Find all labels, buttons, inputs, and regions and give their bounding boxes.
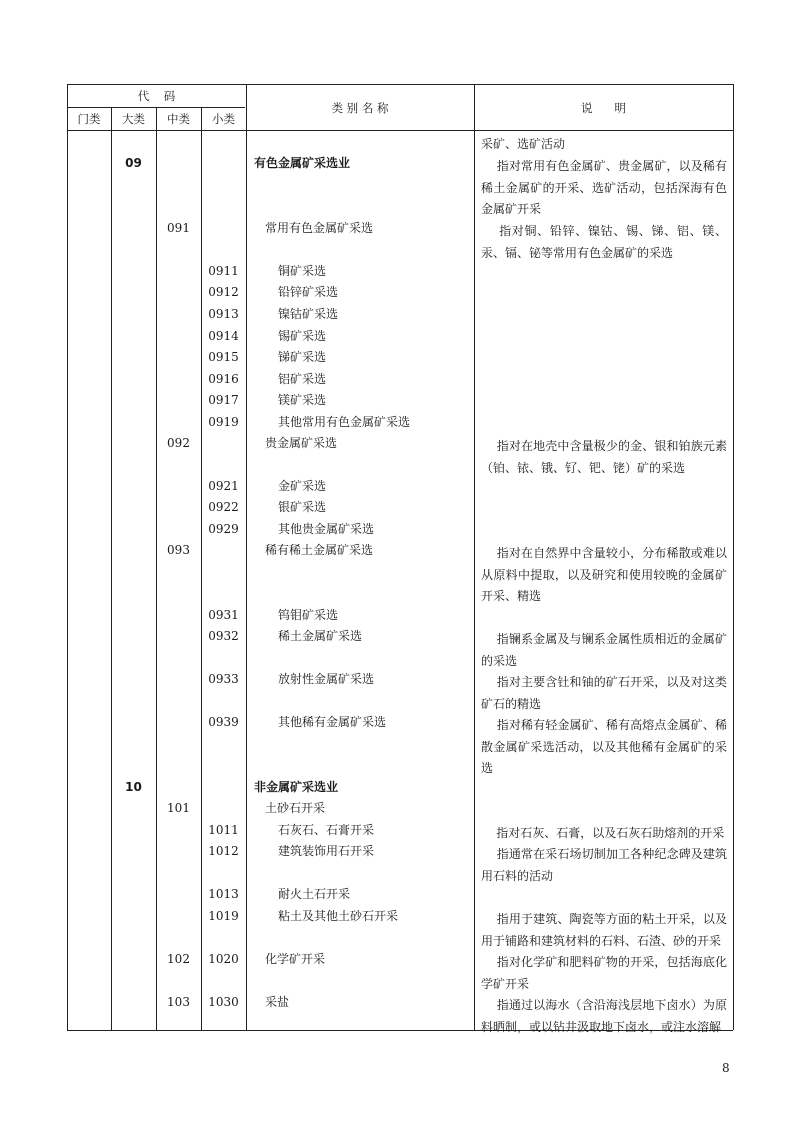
- category-name: 非金属矿采选业: [254, 780, 339, 794]
- code-minor: 0914: [208, 329, 239, 343]
- code-minor: 0917: [208, 393, 239, 407]
- code-minor: 1012: [208, 844, 239, 858]
- header-code-group: 代 码: [137, 89, 176, 103]
- category-name: 石灰石、石膏开采: [278, 823, 375, 837]
- code-minor: 0913: [208, 307, 239, 321]
- col-divider-major: [111, 107, 112, 1030]
- category-note: 指用于建筑、陶瓷等方面的粘土开采，以及用于铺路和建筑材料的石料、石渣、砂的开采: [481, 912, 727, 948]
- category-note: 采矿、选矿活动: [481, 137, 566, 151]
- code-middle: 093: [167, 543, 190, 557]
- category-name: 建筑装饰用石开采: [278, 844, 375, 858]
- category-name: 铅锌矿采选: [278, 285, 339, 299]
- table-left-border: [67, 84, 68, 1030]
- header-col-minor: 小类: [212, 112, 235, 126]
- category-name: 采盐: [265, 995, 290, 1009]
- category-name: 粘土及其他土砂石开采: [278, 909, 399, 923]
- category-name: 钨钼矿采选: [278, 608, 339, 622]
- col-divider-name: [246, 84, 247, 1030]
- code-minor: 0916: [208, 372, 239, 386]
- code-minor: 1013: [208, 887, 239, 901]
- category-name: 有色金属矿采选业: [254, 156, 351, 170]
- code-major: 09: [125, 156, 142, 170]
- category-note: 指对铜、铅锌、镍钴、锡、锑、铝、镁、汞、镉、铋等常用有色金属矿的采选: [481, 224, 727, 260]
- code-minor: 1011: [208, 823, 239, 837]
- header-bottom-border: [67, 130, 733, 131]
- code-minor: 0933: [208, 672, 239, 686]
- code-minor: 1019: [208, 909, 239, 923]
- table-right-border: [733, 84, 734, 1030]
- category-name: 其他稀有金属矿采选: [278, 715, 387, 729]
- category-name: 土砂石开采: [265, 801, 326, 815]
- code-minor: 0919: [208, 415, 239, 429]
- code-major: 10: [125, 780, 142, 794]
- header-col-door: 门类: [77, 112, 101, 126]
- header-col-name: 类 别 名 称: [331, 101, 389, 115]
- category-note: 指通过以海水（含沿海浅层地下卤水）为原料晒制，或以钻井汲取地下卤水，或注水溶解: [481, 998, 727, 1034]
- header-col-middle: 中类: [167, 112, 190, 126]
- table-top-border: [67, 84, 733, 85]
- category-name: 镍钴矿采选: [278, 307, 339, 321]
- category-note: 指对在自然界中含量较小，分布稀散或难以从原料中提取，以及研究和使用较晚的金属矿开采、精选: [481, 546, 727, 603]
- code-minor: 1020: [208, 952, 239, 966]
- category-name: 镁矿采选: [278, 393, 327, 407]
- category-note: 指对化学矿和肥料矿物的开采，包括海底化学矿开采: [481, 955, 727, 991]
- code-minor: 0921: [208, 479, 239, 493]
- category-name: 耐火土石开采: [278, 887, 351, 901]
- category-name: 金矿采选: [278, 479, 327, 493]
- category-name: 常用有色金属矿采选: [265, 221, 374, 235]
- category-note: 指对常用有色金属矿、贵金属矿，以及稀有稀土金属矿的开采、选矿活动，包括深海有色金属矿开采: [481, 159, 727, 216]
- code-middle: 103: [167, 995, 190, 1009]
- page-number: 8: [722, 1061, 730, 1075]
- category-name: 贵金属矿采选: [265, 436, 338, 450]
- category-name: 稀土金属矿采选: [278, 629, 363, 643]
- col-divider-note: [474, 84, 475, 1030]
- col-divider-middle: [156, 107, 157, 1030]
- code-middle: 101: [167, 801, 190, 815]
- category-name: 银矿采选: [278, 500, 327, 514]
- header-col-major: 大类: [122, 112, 145, 126]
- code-minor: 0912: [208, 285, 239, 299]
- category-note: 指通常在采石场切制加工各种纪念碑及建筑用石料的活动: [481, 847, 727, 883]
- code-minor: 0932: [208, 629, 239, 643]
- code-minor: 0915: [208, 350, 239, 364]
- category-name: 铜矿采选: [278, 264, 327, 278]
- category-name: 锑矿采选: [278, 350, 327, 364]
- category-note: 指对主要含钍和铀的矿石开采，以及对这类矿石的精选: [481, 675, 727, 711]
- category-note: 指对在地壳中含量极少的金、银和铂族元素（铂、铱、锇、钌、钯、铑）矿的采选: [481, 439, 727, 475]
- category-name: 其他常用有色金属矿采选: [278, 415, 411, 429]
- category-note: 指对稀有轻金属矿、稀有高熔点金属矿、稀散金属矿采选活动，以及其他稀有金属矿的采选: [481, 718, 727, 775]
- code-middle: 091: [167, 221, 190, 235]
- category-name: 稀有稀土金属矿采选: [265, 543, 374, 557]
- code-middle: 102: [167, 952, 190, 966]
- code-middle: 092: [167, 436, 190, 450]
- code-minor: 0911: [208, 264, 239, 278]
- code-minor: 0929: [208, 522, 239, 536]
- category-name: 铝矿采选: [278, 372, 327, 386]
- category-note: 指对石灰、石膏，以及石灰石助熔剂的开采: [481, 826, 725, 840]
- code-minor: 1030: [208, 995, 239, 1009]
- category-note: 指镧系金属及与镧系金属性质相近的金属矿的采选: [481, 632, 727, 668]
- category-name: 锡矿采选: [278, 329, 327, 343]
- header-col-note: 说 明: [581, 101, 626, 115]
- code-minor: 0939: [208, 715, 239, 729]
- category-name: 放射性金属矿采选: [278, 672, 375, 686]
- code-minor: 0922: [208, 500, 239, 514]
- category-name: 其他贵金属矿采选: [278, 522, 375, 536]
- code-minor: 0931: [208, 608, 239, 622]
- category-name: 化学矿开采: [265, 952, 326, 966]
